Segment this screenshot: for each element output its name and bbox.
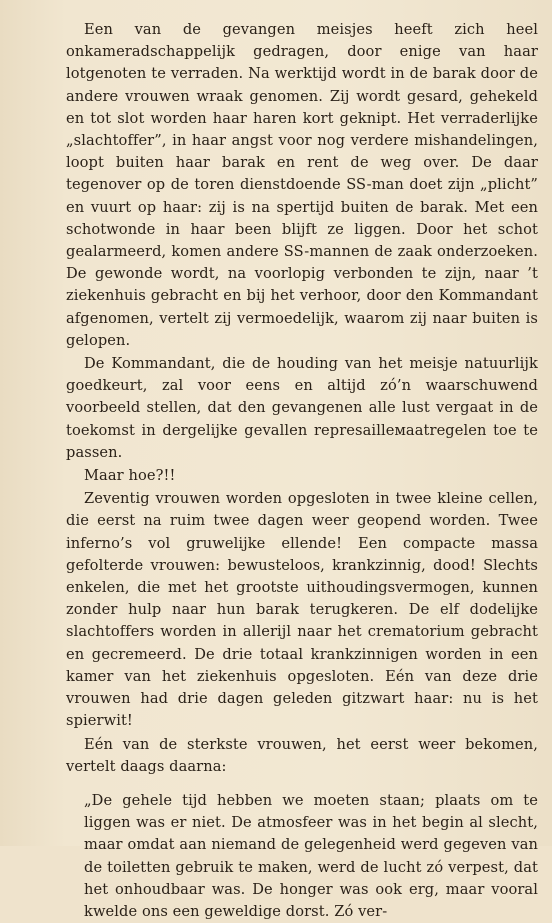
- quoted-testimony: „De gehele tijd hebben we moeten staan; plaats om te liggen was er niet. De atmosfeer was in het begin al slecht, maar omdat aan niemand de gelegenheid werd gegeven van de toiletten gebruik te maken, werd de lucht zó verpest, dat het onhoudbaar was. De honger was ook erg, maar vooral kwelde ons een geweldige dorst. Zó ver-: [84, 791, 538, 920]
- paragraph-intro-quote: Eén van de sterkste vrouwen, het eerst weer bekomen, vertelt daags daarna:: [66, 735, 538, 775]
- paragraph-betrayal: Een van de gevangen meisjes heeft zich heel onkameradschappelijk gedragen, door enige van haar lotgenoten te verraden. Na werktijd wordt in de barak door de andere vrouwen wraak genomen. Zij wordt gesard, gehekeld en tot slot worden haar haren kort geknipt. Het verraderlijke „slachtoffer”, in haar angst voor nog verdere mishandelingen, loopt buiten haar barak en rent de weg over. De daar tegenover op de toren dienstdoende SS-man doet zijn „plicht” en vuurt op haar: zij is na spertijd buiten de barak. Met een schotwonde in haar been blijft ze liggen. Door het schot gealarmeerd, komen andere SS-mannen de zaak onderzoeken. De gewonde wordt, na voorlopig verbonden te zijn, naar ’t ziekenhuis gebracht en bij het verhoor, door den Kommandant afgenomen, vertelt zij vermoedelijk, waarom zij naar buiten is gelopen.: [66, 21, 538, 349]
- paragraph-kommandant: De Kommandant, die de houding van het meisje natuurlijk goedkeurt, zal voor eens en altijd zó’n waarschuwend voorbeeld stellen, dat den gevangenen alle lust vergaat in de toekomst in dergelijke gevallen represailleмaatregelen toe te passen.: [66, 355, 538, 461]
- paragraph-cells: Zeventig vrouwen worden opgesloten in twee kleine cellen, die eerst na ruim twee dagen weer geopend worden. Twee inferno’s vol gruwelijke ellende! Een compacte massa gefolterde vrouwen: bewusteloos, krankzinnig, dood! Slechts enkelen, die met het grootste uithoudingsvermogen, kunnen zonder hulp naar hun barak terugkeren. De elf dodelijke slachtoffers worden in allerijl naar het crematorium gebracht en gecremeerd. De drie totaal krankzinnigen worden in een kamer van het ziekenhuis opgesloten. Eén van deze drie vrouwen had drie dagen geleden gitzwart haar: nu is het spierwit!: [66, 490, 538, 730]
- paragraph-question: Maar hoe?!!: [84, 467, 176, 485]
